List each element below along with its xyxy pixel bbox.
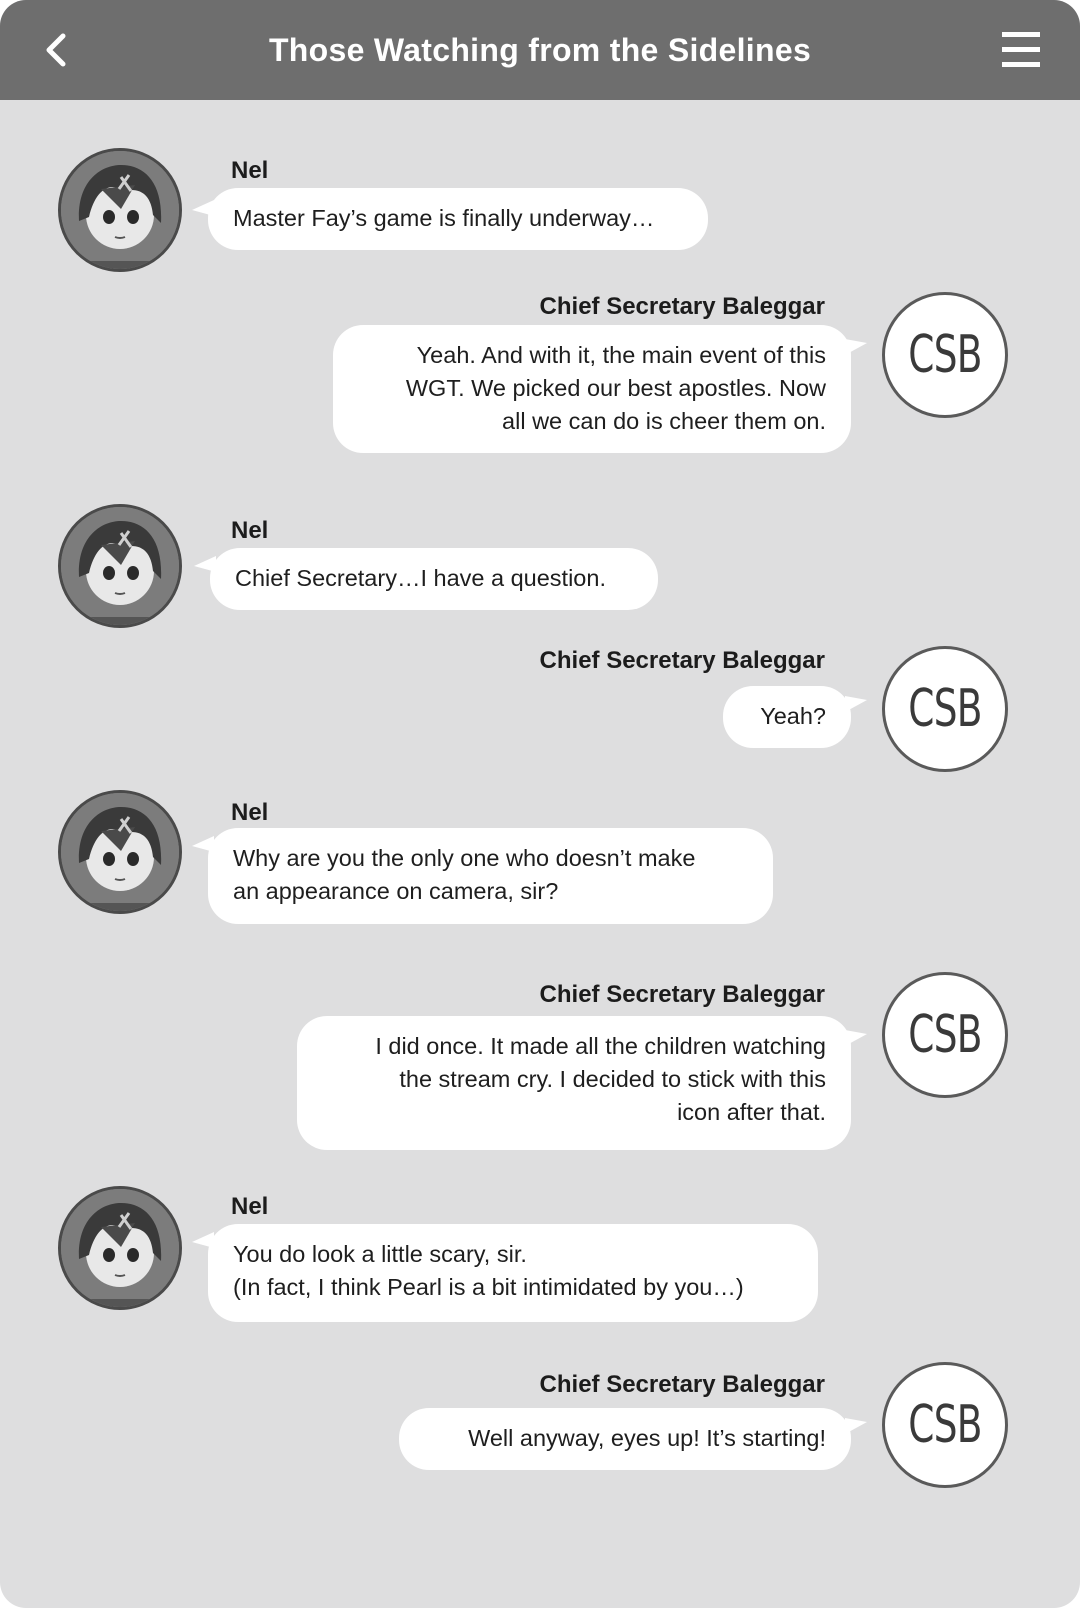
nel-portrait-icon <box>61 151 179 269</box>
sender-name: Nel <box>231 799 269 826</box>
hamburger-menu-icon <box>1000 30 1044 70</box>
nel-avatar[interactable] <box>58 790 182 914</box>
back-button[interactable] <box>34 28 78 72</box>
sender-name: Nel <box>231 517 269 544</box>
csb-avatar[interactable]: CSB <box>882 1362 1008 1488</box>
message-bubble[interactable]: I did once. It made all the children watching the stream cry. I decided to stick with this icon after that. <box>297 1016 851 1150</box>
menu-button[interactable] <box>1000 30 1044 70</box>
nel-avatar[interactable] <box>58 504 182 628</box>
message-bubble[interactable]: Why are you the only one who doesn’t make an appearance on camera, sir? <box>208 828 773 924</box>
csb-avatar[interactable]: CSB <box>882 972 1008 1098</box>
bubble-tail <box>845 335 867 357</box>
message-bubble[interactable]: Well anyway, eyes up! It’s starting! <box>399 1408 851 1470</box>
chat-title: Those Watching from the Sidelines <box>268 32 812 68</box>
message-bubble[interactable]: Chief Secretary…I have a question. <box>210 548 658 610</box>
csb-avatar[interactable]: CSB <box>882 292 1008 418</box>
nel-avatar[interactable] <box>58 1186 182 1310</box>
message-bubble[interactable]: Master Fay’s game is finally underway… <box>208 188 708 250</box>
nel-portrait-icon <box>61 1189 179 1307</box>
sender-name: Chief Secretary Baleggar <box>539 647 825 674</box>
nel-portrait-icon <box>61 793 179 911</box>
sender-name: Chief Secretary Baleggar <box>539 981 825 1008</box>
sender-name: Chief Secretary Baleggar <box>539 293 825 320</box>
header-bar <box>0 0 1080 100</box>
bubble-tail <box>845 1026 867 1048</box>
message-bubble[interactable]: You do look a little scary, sir. (In fact, I think Pearl is a bit intimidated by you…) <box>208 1224 818 1322</box>
sender-name: Chief Secretary Baleggar <box>539 1371 825 1398</box>
message-bubble[interactable]: Yeah? <box>723 686 851 748</box>
bubble-tail <box>845 692 867 714</box>
sender-name: Nel <box>231 157 269 184</box>
sender-name: Nel <box>231 1193 269 1220</box>
chevron-left-icon <box>43 32 69 68</box>
nel-avatar[interactable] <box>58 148 182 272</box>
message-bubble[interactable]: Yeah. And with it, the main event of this WGT. We picked our best apostles. Now all we can do is cheer them on. <box>333 325 851 453</box>
nel-portrait-icon <box>61 507 179 625</box>
bubble-tail <box>845 1414 867 1436</box>
csb-avatar[interactable]: CSB <box>882 646 1008 772</box>
